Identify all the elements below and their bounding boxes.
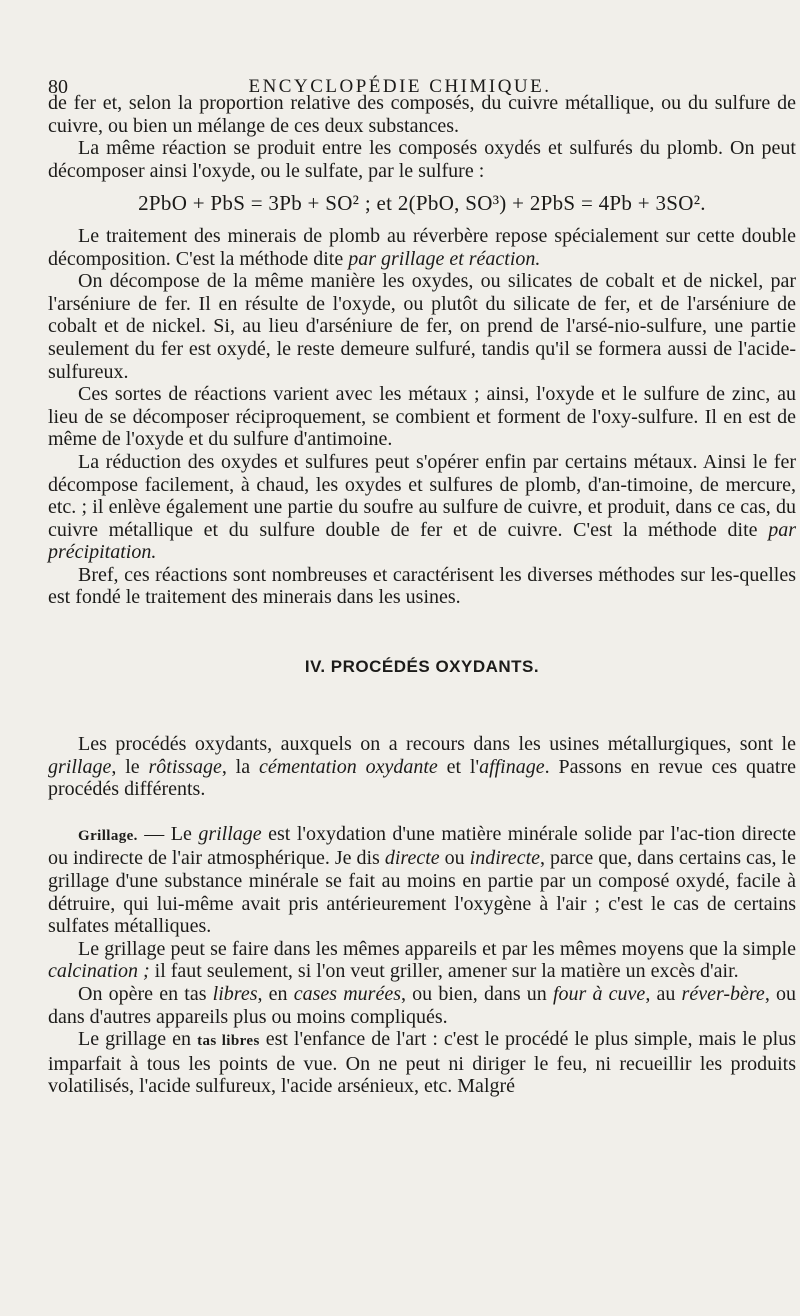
- page-body: [48, 92, 796, 1098]
- paragraph: Le traitement des minerais de plomb au réverbère repose spécialement sur cette double décomposition. C'est la méthode dite par grillage et réaction.: [48, 224, 796, 270]
- paragraph: Les procédés oxydants, auxquels on a recours dans les usines métallurgiques, sont le grillage, le rôtissage, la cémentation oxydante et l'affinage. Passons en revue ces quatre procédés différents.: [48, 733, 797, 801]
- paragraph: de fer et, selon la proportion relative des composés, du cuivre métallique, ou du sulfure de cuivre, ou bien un mélange de ces deux substances.: [48, 92, 796, 137]
- paragraph: Bref, ces réactions sont nombreuses et caractérisent les diverses méthodes sur les-quelles est fondé le traitement des minerais dans les usines.: [48, 563, 796, 609]
- paragraph: On décompose de la même manière les oxydes, ou silicates de cobalt et de nickel, par l'arséniure de fer. Il en résulte de l'oxyde, ou plutôt du silicate de fer, et de l'arséniure de cobalt et de nickel. Si, au lieu d'arséniure de fer, on prend de l'arsé-nio-sulfure, une partie seulement du fer est oxydé, le reste demeure sulfuré, tandis qu'il se formera aussi de l'acide-sulfureux.: [48, 270, 796, 383]
- run-in-heading: Grillage.: [78, 827, 138, 844]
- paragraph: On opère en tas libres, en cases murées, ou bien, dans un four à cuve, au réver-bère, ou dans d'autres appareils plus ou moins compliqués.: [48, 983, 796, 1028]
- paragraph: La même réaction se produit entre les composés oxydés et sulfurés du plomb. On peut décomposer ainsi l'oxyde, ou le sulfate, par le sulfure :: [48, 137, 796, 182]
- paragraph: La réduction des oxydes et sulfures peut s'opérer enfin par certains métaux. Ainsi le fer décompose facilement, à chaud, les oxydes et sulfures de plomb, d'an-timoine, de mercure, etc. ; il enlève également une partie du soufre au sulfure de cuivre, et produit, dans ce cas, du cuivre métallique et du sulfure double de fer et de cuivre. C'est la méthode dite par précipitation.: [48, 450, 796, 564]
- paragraph: Ces sortes de réactions varient avec les métaux ; ainsi, l'oxyde et le sulfure de zinc, au lieu de se décomposer réciproquement, se combient et forment de l'oxy-sulfure. Il en est de même de l'oxyde et du sulfure d'antimoine.: [48, 383, 796, 451]
- paragraph: Grillage. — Le grillage est l'oxydation d'une matière minérale solide par l'ac-tion directe ou indirecte de l'air atmosphérique. Je dis directe ou indirecte, parce que, dans certains cas, le grillage d'une substance minérale se fait au moins en partie par un composé oxydé, facile à détruire, qui lui-même avait pris antérieurement l'oxygène à l'air ; c'est le cas de certains sulfates métalliques.: [48, 822, 797, 938]
- running-title: ENCYCLOPÉDIE CHIMIQUE.: [248, 76, 552, 97]
- page-header: [0, 44, 800, 98]
- page-number: 80: [48, 76, 68, 98]
- paragraph: Le grillage en tas libres est l'enfance de l'art : c'est le procédé le plus simple, mais le plus imparfait à tous les points de vue. On ne peut ni diriger le feu, ni recueillir les produits volatilisés, l'acide sulfureux, l'acide arsénieux, etc. Malgré: [48, 1028, 796, 1098]
- section-heading: IV. PROCÉDÉS OXYDANTS.: [304, 657, 540, 677]
- chemical-formula: 2PbO + PbS = 3Pb + SO² ; et 2(PbO, SO³) + 2PbS = 4Pb + 3SO².: [138, 191, 706, 216]
- paragraph: Le grillage peut se faire dans les mêmes appareils et par les mêmes moyens que la simple calcination ; il faut seulement, si l'on veut griller, amener sur la matière un excès d'air.: [48, 937, 796, 983]
